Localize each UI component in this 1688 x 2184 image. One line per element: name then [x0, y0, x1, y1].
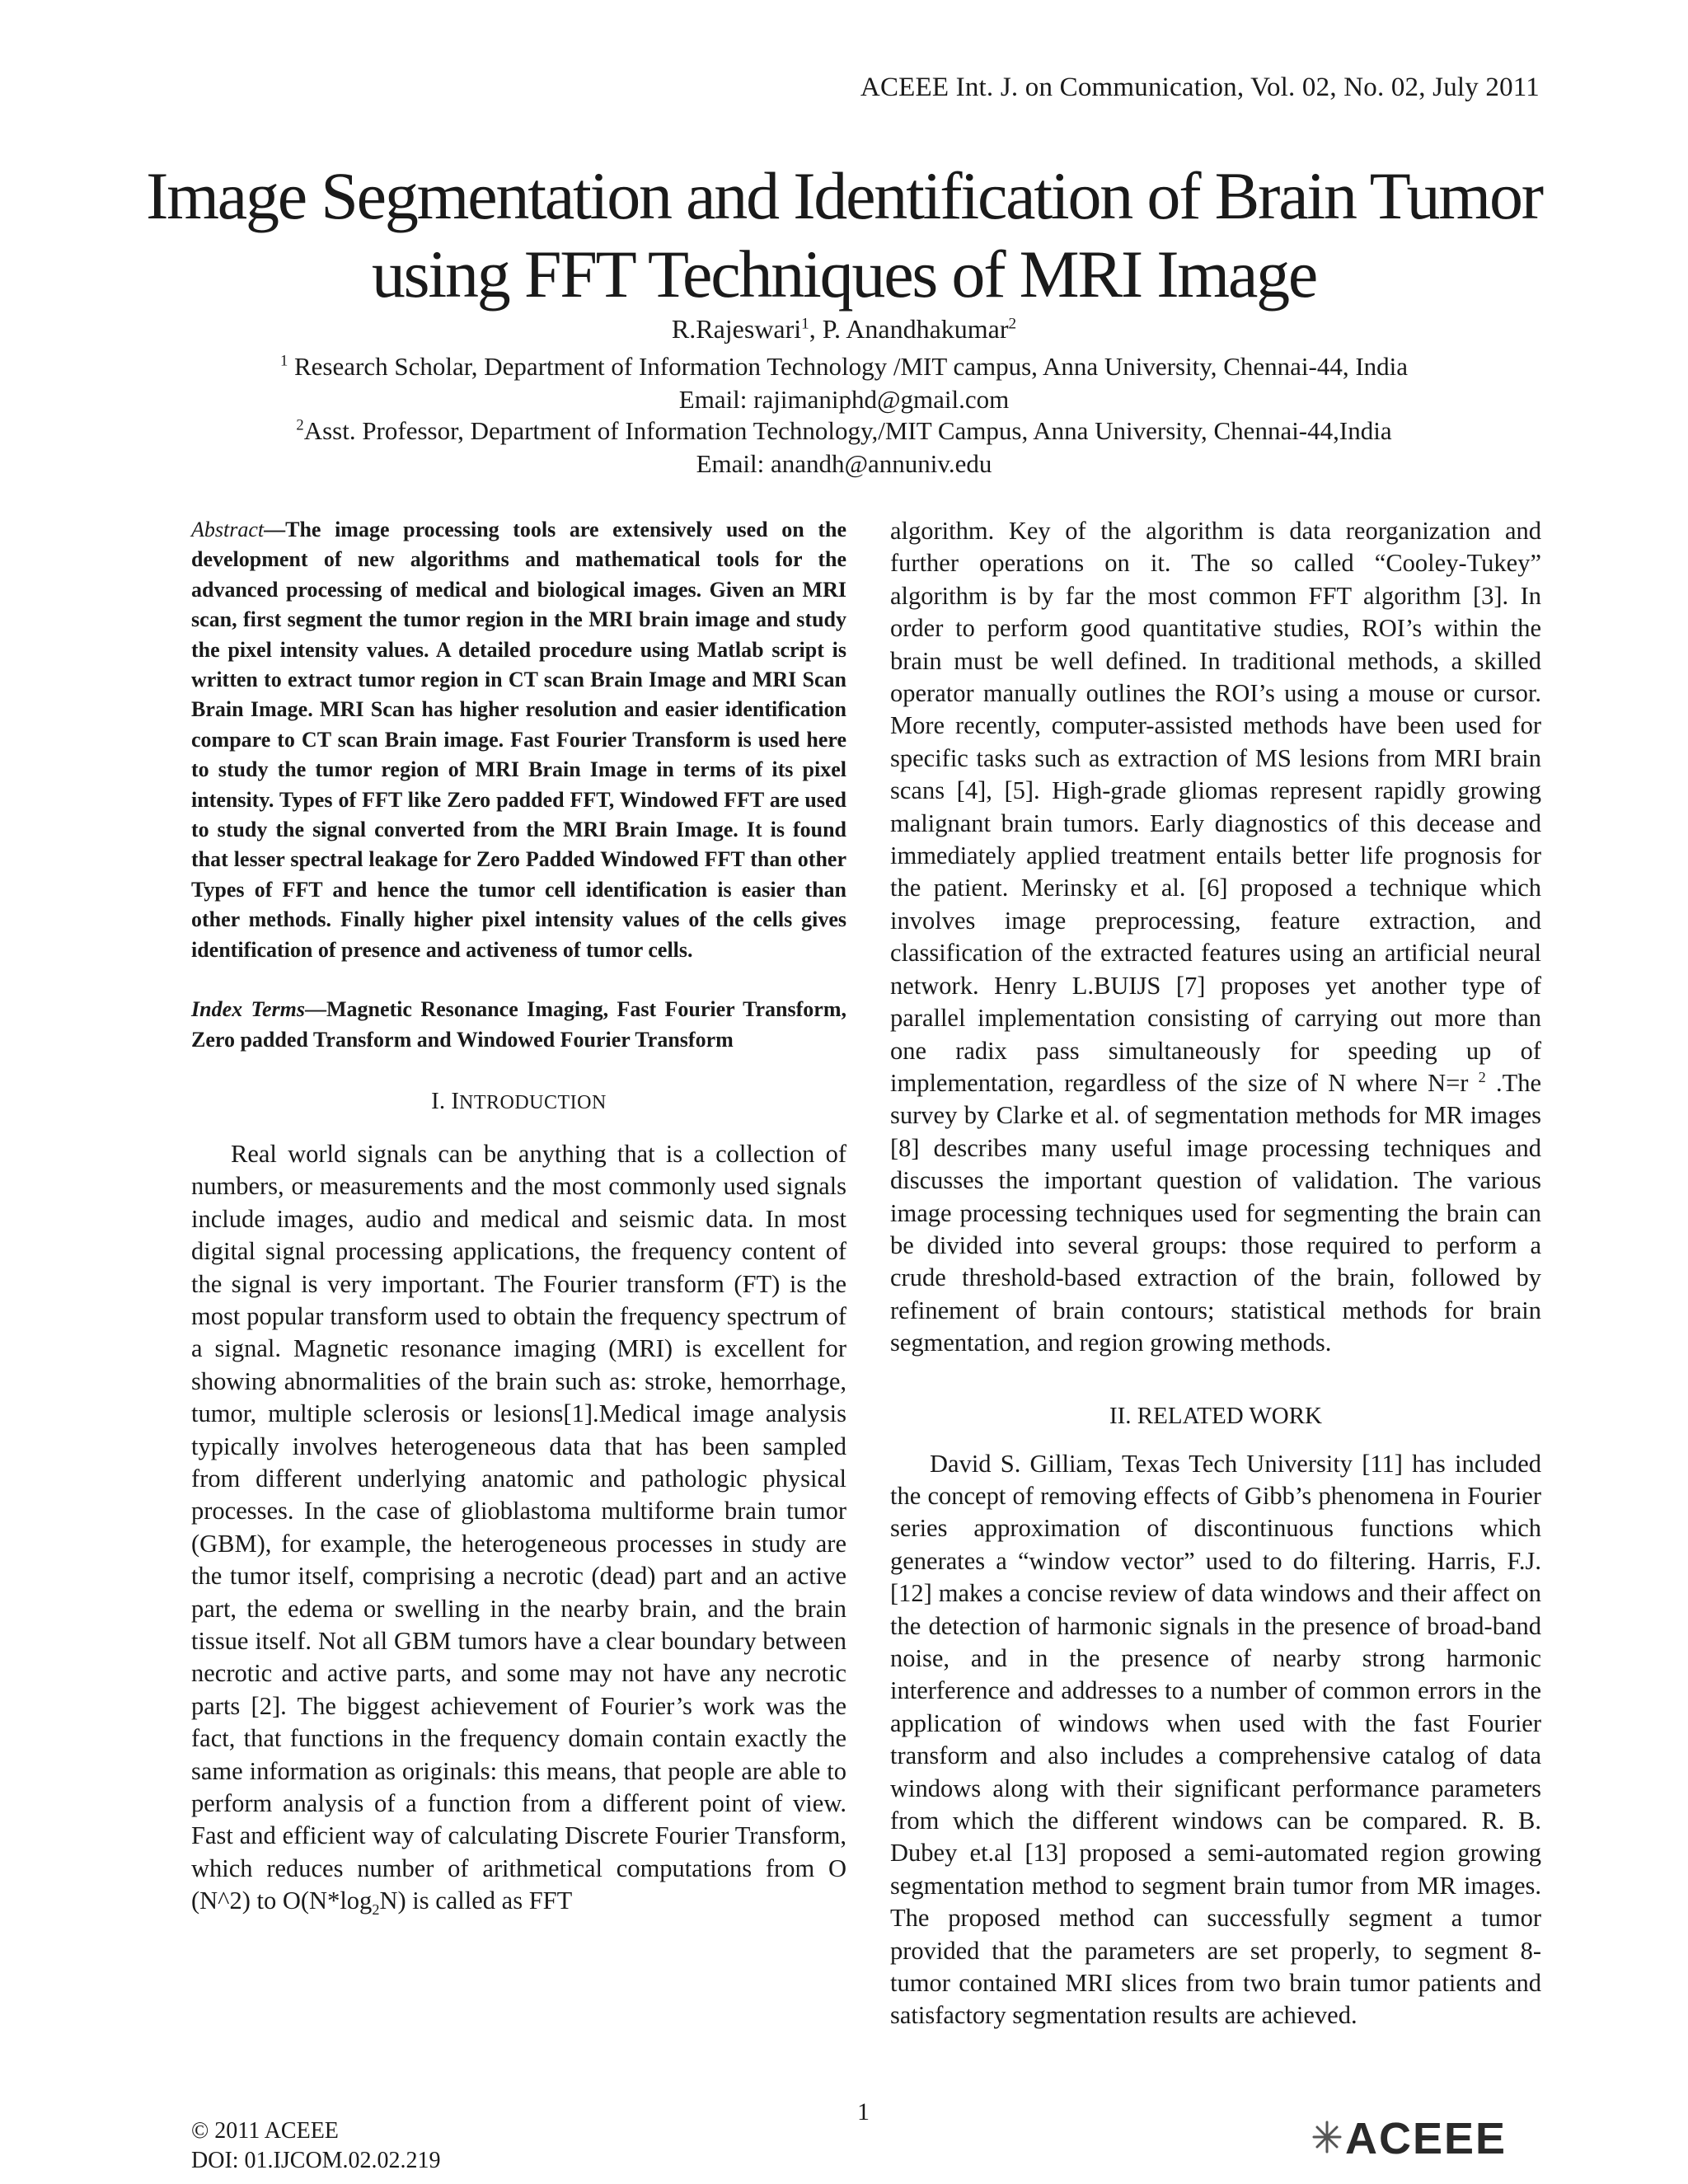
abstract: [191, 515, 846, 965]
affiliation-1-text: Research Scholar, Department of Information Technology /MIT campus, Anna University, Chennai-44, India: [288, 352, 1409, 381]
affiliation-1: [0, 351, 1688, 383]
left-column: [191, 515, 846, 1918]
affiliation-2-text: Asst. Professor, Department of Information Technology,/MIT Campus, Anna University, Chennai-44,India: [303, 416, 1392, 445]
intro-text-end: N) is called as FFT: [379, 1886, 573, 1915]
radix-superscript: 2: [1478, 1068, 1486, 1085]
introduction-paragraph: [191, 1138, 846, 1918]
continued-text: algorithm. Key of the algorithm is data reorganization and further operations on it. The so called “Cooley-Tukey” algorithm is by far the most common FFT algorithm [3]. In order to perform good quantitative studies, ROI’s within the brain must be well defined. In traditional methods, a skilled operator manually outlines the ROI’s using a mouse or cursor. More recently, computer-assisted methods have been used for specific tasks such as extraction of MS lesions from MRI brain scans [4], [5]. High-grade gliomas represent rapidly growing malignant brain tumors. Early diagnostics of this decease and immediately applied treatment entails better life prognosis for the patient. Merinsky et al. [6] proposed a technique which involves image preprocessing, feature extraction, and classification of the extracted features using an artificial neural network. Henry L.BUIJS [7] proposes yet another type of parallel implementation consisting of carrying out more than one radix pass simultaneously for speeding up of implementation, regardless of the size of N where N=r: [890, 517, 1541, 1097]
section-heading-rest: NTRODUCTION: [459, 1091, 607, 1113]
journal-header: ACEEE Int. J. on Communication, Vol. 02, No. 02, July 2011: [860, 73, 1540, 102]
section-heading-cap: I: [451, 1087, 459, 1114]
title-line-2: using FFT Techniques of MRI Image: [371, 237, 1317, 312]
right-column: [890, 515, 1541, 2032]
logo-star-icon: [1314, 2122, 1340, 2152]
email-1: Email: rajimaniphd@gmail.com: [678, 385, 1010, 414]
log-subscript: 2: [372, 1901, 380, 1919]
section-heading-introduction: [191, 1088, 846, 1115]
continued-text-end: .The survey by Clarke et al. of segmentation methods for MR images [8] describes many useful image processing techniques and discusses the important question of validation. The various image processing techniques used for segmenting the brain can be divided into several groups: those required to perform a crude threshold-based extraction of the brain, followed by refinement of brain contours; statistical methods for brain segmentation, and region growing methods.: [890, 1068, 1541, 1357]
index-terms-text: —Magnetic Resonance Imaging, Fast Fourier Transform, Zero padded Transform and Windowed Fourier Transform: [191, 997, 846, 1052]
continued-paragraph: [890, 515, 1541, 1360]
logo-text: ACEEE: [1345, 2114, 1507, 2162]
author-1: R.Rajeswari: [671, 314, 802, 344]
author-2-affil-mark: 2: [1008, 315, 1017, 333]
index-terms: [191, 995, 846, 1055]
intro-text: Real world signals can be anything that is a collection of numbers, or measurements and the most commonly used signals include images, audio and medical and seismic data. In most digital signal processing applications, the frequency content of the signal is very important. The Fourier transform (FT) is the most popular transform used to obtain the frequency spectrum of a signal. Magnetic resonance imaging (MRI) is excellent for showing abnormalities of the brain such as: stroke, hemorrhage, tumor, multiple sclerosis or lesions[1].Medical image analysis typically involves heterogeneous data that has been sampled from different underlying anatomic and pathologic physical processes. In the case of glioblastoma multiforme brain tumor (GBM), for example, the heterogeneous processes in study are the tumor itself, comprising a necrotic (dead) part and an active part, the edema or swelling in the nearby brain, and the brain tissue itself. Not all GBM tumors have a clear boundary between necrotic and active parts, and some may not have any necrotic parts [2]. The biggest achievement of Fourier’s work was the fact, that functions in the frequency domain contain exactly the same information as originals: this means, that people are able to perform analysis of a function from a different point of view. Fast and efficient way of calculating Discrete Fourier Transform, which reduces number of arithmetical computations from O (N^2) to O(N*log: [191, 1139, 846, 1915]
affiliation-2-mark: 2: [296, 416, 304, 434]
abstract-text: —The image processing tools are extensively used on the development of new algorithms and mathematical tools for the advanced processing of medical and biological images. Given an MRI scan, first segment the tumor region in the MRI brain image and study the pixel intensity values. A detailed procedure using Matlab script is written to extract tumor region in CT scan Brain Image and MRI Scan Brain Image. MRI Scan has higher resolution and easier identification compare to CT scan Brain image. Fast Fourier Transform is used here to study the tumor region of MRI Brain Image in terms of its pixel intensity. Types of FFT like Zero padded FFT, Windowed FFT are used to study the signal converted from the MRI Brain Image. It is found that lesser spectral leakage for Zero Padded Windowed FFT than other Types of FFT and hence the tumor cell identification is easier than other methods. Finally higher pixel intensity values of the cells gives identification of presence and activeness of tumor cells.: [191, 518, 846, 962]
affiliation-1-mark: 1: [279, 352, 288, 370]
page-number: 1: [857, 2098, 870, 2125]
author-1-affil-mark: 1: [801, 315, 809, 333]
related-work-paragraph: David S. Gilliam, Texas Tech University [11] has included the concept of removing effects of Gibb’s phenomena in Fourier series approximation of discontinuous functions which generates a “window vector” used to do filtering. Harris, F.J. [12] makes a concise review of data windows and their affect on the detection of harmonic signals in the presence of broad-band noise, and in the presence of nearby strong harmonic interference and addresses to a number of common errors in the application of windows when used with the fast Fourier transform and also includes a comprehensive catalog of data windows along with their significant performance parameters from which the different windows can be compared. R. B. Dubey et.al [13] proposed a semi-automated region growing segmentation method to segment brain tumor from MR images. The proposed method can successfully segment a tumor provided that the parameters are set properly, to segment 8-tumor contained MRI slices from two brain tumor patients and satisfactory segmentation results are achieved.: [890, 1449, 1541, 2030]
doi: DOI: 01.IJCOM.02.02.219: [191, 2148, 441, 2173]
aceee-logo: [1311, 2112, 1541, 2162]
paper-title: [0, 157, 1688, 313]
author-list: R.Rajeswari$^1$, P. Anandhakumar$^2$: [671, 314, 1017, 344]
index-terms-label: Index Terms: [191, 997, 305, 1022]
section-numeral: I.: [431, 1087, 452, 1114]
author-2: P. Anandhakumar: [822, 314, 1009, 344]
email-2: Email: anandh@annuniv.edu: [696, 449, 992, 478]
section-heading-related-work: II. RELATED WORK: [1109, 1402, 1322, 1429]
affiliation-2: [0, 415, 1688, 448]
title-line-1: Image Segmentation and Identification of Brain Tumor: [146, 158, 1542, 233]
abstract-label: Abstract: [191, 518, 265, 541]
copyright: © 2011 ACEEE: [191, 2118, 339, 2144]
footer-info: [191, 2116, 441, 2176]
